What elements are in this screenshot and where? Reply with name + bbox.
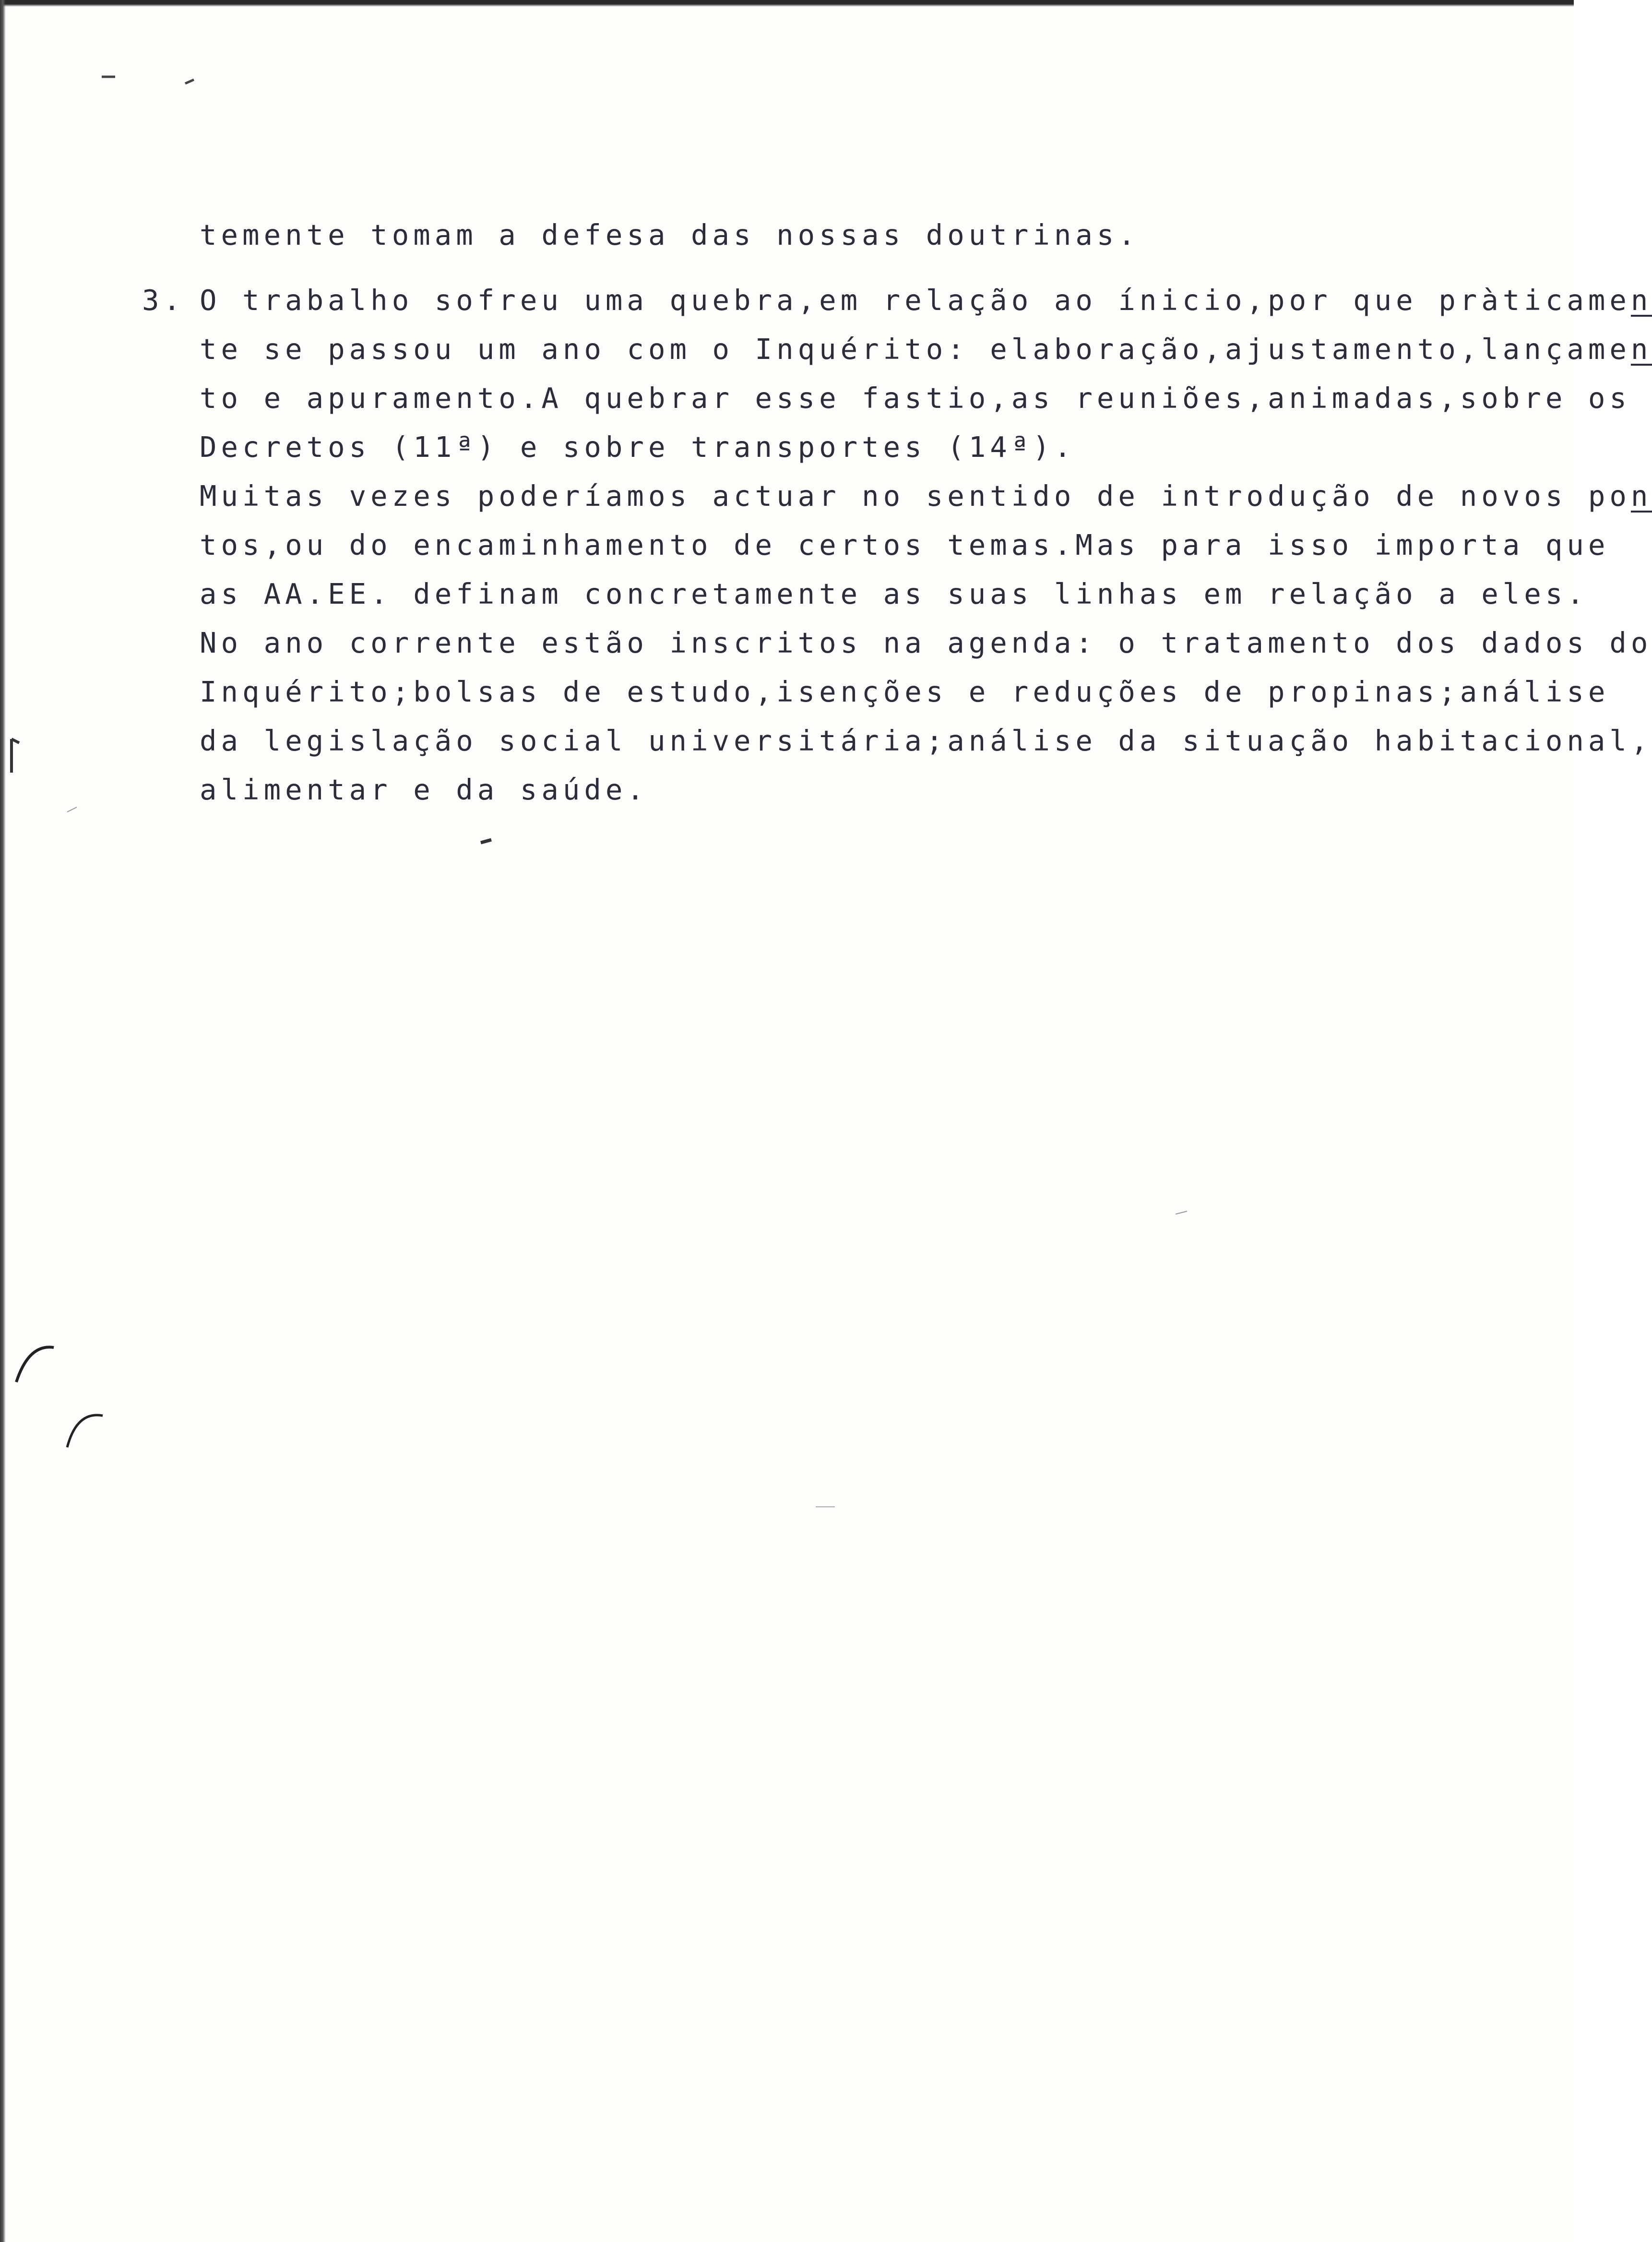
paragraph-line: to e apuramento.A quebrar esse fastio,as reuniões,animadas,sobre os <box>200 382 1631 415</box>
paragraph-line: te se passou um ano com o Inquérito: elaboração,ajustamento,lançamen <box>200 333 1652 366</box>
paragraph-line: alimentar e da saúde. <box>200 773 648 806</box>
paragraph-line: da legislação social universitária;análise da situação habitacional, <box>200 724 1652 757</box>
paragraph-line: Inquérito;bolsas de estudo,isenções e reduções de propinas;análise <box>200 675 1610 708</box>
continuation-line: temente tomam a defesa das nossas doutrinas. <box>200 218 1140 251</box>
paragraph-line: Muitas vezes poderíamos actuar no sentido de introdução de novos pon <box>200 479 1652 513</box>
item-number: 3. <box>142 284 185 317</box>
paragraph-line: No ano corrente estão inscritos na agenda: o tratamento dos dados do <box>200 626 1652 659</box>
paragraph-line: tos,ou do encaminhamento de certos temas.Mas para isso importa que <box>200 528 1610 561</box>
paragraph-line: Decretos (11ª) e sobre transportes (14ª). <box>200 430 1076 464</box>
paragraph-line: as AA.EE. definam concretamente as suas linhas em relação a eles. <box>200 577 1588 610</box>
paragraph-line: O trabalho sofreu uma quebra,em relação ao ínicio,por que pràticamen <box>200 284 1652 317</box>
